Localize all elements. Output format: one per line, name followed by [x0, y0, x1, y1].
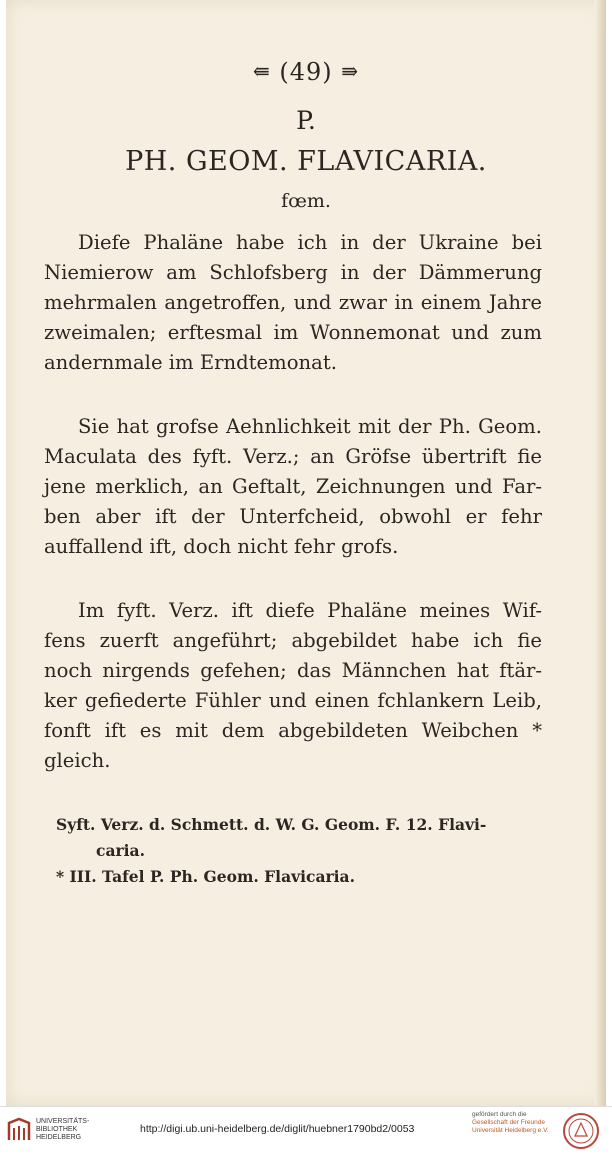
library-name: UNIVERSITÄTS- BIBLIOTHEK HEIDELBERG [36, 1118, 90, 1141]
permalink[interactable]: http://digi.ub.uni-heidelberg.de/diglit/huebner1790bd2/0053 [140, 1123, 415, 1135]
text-line: Maculata des fyft. Verz.; an Gröfse übertrift fie [44, 445, 542, 468]
page-number: (49) [279, 58, 333, 86]
text-line: Niemierow am Schlofsberg in der Dämmerung [44, 261, 542, 284]
text-line: fonft ift es mit dem abgebildeten Weibchen * [44, 719, 542, 742]
paragraph-2 [44, 412, 542, 562]
text-line: ker gefiederte Fühler und einen fchlankern Leib, [44, 689, 542, 712]
viewer-footer [0, 1106, 612, 1154]
text-line: noch nirgends gefehen; das Männchen hat ftär- [44, 659, 542, 682]
scanned-page [6, 0, 606, 1106]
text-line: gleich. [44, 749, 111, 772]
university-seal-icon [562, 1112, 600, 1150]
right-ornament: ⇛ [341, 59, 360, 83]
left-ornament: ⇚ [252, 59, 271, 83]
text-line: zweimalen; erftesmal im Wonnemonat und zum [44, 321, 542, 344]
sex-label: fœm. [281, 190, 331, 212]
text-line: andernmale im Erndtemonat. [44, 351, 337, 374]
text-line: Im fyft. Verz. ift diefe Phaläne meines Wif- [78, 599, 542, 622]
library-logo-icon [6, 1117, 32, 1143]
footnotes [56, 812, 546, 890]
footnote-line: caria. [96, 841, 145, 860]
paragraph-3 [44, 596, 542, 776]
text-line: auffallend ift, doch nicht fehr grofs. [44, 535, 399, 558]
text-line: jene merklich, an Geftalt, Zeichnungen und Far- [44, 475, 542, 498]
sponsor-credit: gefördert durch die Gesellschaft der Freunde Universität Heidelberg e.V. [472, 1111, 549, 1134]
text-line: Diefe Phaläne habe ich in der Ukraine bei [78, 231, 542, 254]
section-letter: P. [296, 106, 316, 135]
footnote-line: * III. Tafel P. Ph. Geom. Flavicaria. [56, 867, 355, 886]
species-title: PH. GEOM. FLAVICARIA. [125, 146, 487, 177]
text-line: ben aber ift der Unterfcheid, obwohl er fehr [44, 505, 542, 528]
text-line: fens zuerft angeführt; abgebildet habe ich fie [44, 629, 542, 652]
paragraph-1 [44, 228, 542, 378]
footnote-line: Syft. Verz. d. Schmett. d. W. G. Geom. F. 12. Flavi- [56, 815, 487, 834]
page-header [6, 58, 606, 86]
text-line: Sie hat grofse Aehnlichkeit mit der Ph. Geom. [78, 415, 542, 438]
text-line: mehrmalen angetroffen, und zwar in einem Jahre [44, 291, 542, 314]
